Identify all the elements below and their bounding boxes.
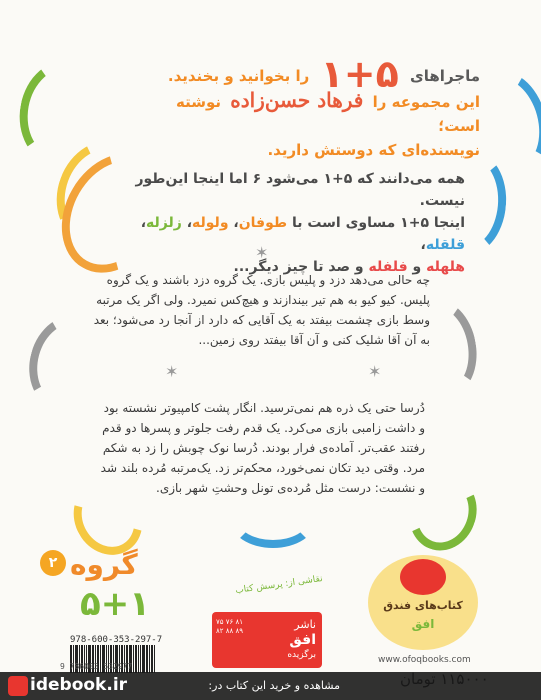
word-felfele: فلفله [368, 259, 408, 275]
star-icon: ✶ [255, 243, 269, 262]
series-badge: ۲ [40, 550, 66, 576]
publisher-name: افق [289, 632, 316, 648]
imprint-name: کتاب‌های فندق [383, 599, 463, 612]
publisher-label: ناشر [294, 618, 316, 631]
para2-sentence-2: اینجا ۵+۱ مساوی است با [291, 215, 465, 231]
paragraph-cops-robbers: چه حالی می‌دهد دزد و پلیس بازی. یک گروه دزد باشند و یک گروه پلیس. کیو کیو به هم تیر بیندازند و هیچ‌کس نمیرد. ولی اگر یک مرتبه وسط بازی چشمت بیفتد به یک آقایی که دارد از آنجا رد می‌شود؛ بعد به آن آقا شلیک کنی و آن آقا بیفتد روی زمین... [93, 273, 430, 347]
isbn-bottom: 9 786003 532977 [60, 662, 133, 671]
para2-and: و [412, 259, 422, 275]
word-ghelghele: قلقله [425, 237, 465, 253]
watermark-bar[interactable] [0, 662, 541, 700]
word-voloole: ولوله [192, 215, 229, 231]
series-number: ۵+۱ [80, 584, 150, 624]
watermark-text: مشاهده و خرید این کتاب در: [208, 679, 340, 692]
intro-line3: نویسنده‌ای که دوستش دارید. [267, 141, 480, 159]
publisher-digits: ۷۵ ۷۶ ۸۱ ۸۲ ۸۸ ۸۹ [216, 618, 244, 635]
publisher-badge [212, 612, 322, 668]
imprint-subname: افق [411, 617, 435, 631]
paragraph-dorsa: دُرسا حتی یک ذره هم نمی‌ترسید. انگار پشت کامپیوتر نشسته بود و داشت زامبی بازی می‌کرد. یک قدم رفت جلوتر و پسرها دو قدم رفتند عقب‌تر. آماده‌ی فرار بودند. دُرسا نوک چوبش را زد به شکم مرد. وقتی دید تکان نمی‌خورد، محکم‌تر زد. یک‌مرتبه مُرده بلند شد و نشست: درست مثل مُرده‌ی تونل وحشتِ شهر بازی. [100, 401, 425, 495]
watermark-brand: idebook.ir [30, 675, 128, 695]
word-zelzele: زلزله [146, 215, 182, 231]
star-icon: ✶ [368, 362, 382, 381]
word-toofan: طوفان [238, 215, 288, 231]
publisher-website: www.ofoqbooks.com [378, 655, 471, 665]
publisher-tagline: برگزیده [287, 650, 316, 660]
intro-line1-post: را بخوانید و بخندید. [167, 67, 310, 85]
illustrator-note: نقاشی از: پرسش کتاب [234, 573, 324, 597]
decor-swoosh-blue-bottom [230, 492, 316, 548]
watermark-logo-icon [8, 676, 28, 696]
intro-text [150, 52, 480, 162]
intro-line2-post: نوشته است؛ [175, 93, 480, 135]
intro-line1-pre: ماجراهای [410, 67, 480, 85]
word-helhele: هلهله [426, 259, 465, 275]
intro-number: ۵+۱ [320, 52, 399, 96]
star-icon: ✶ [165, 362, 179, 381]
paragraph-equation: همه می‌دانند که ۵+۱ می‌شود ۶ اما اینجا این‌طور نیست. اینجا ۵+۱ مساوی است با طوفان، ولوله، زلزله، قلقله، هلهله و فلفله و صد تا چیز دیگر... [135, 171, 465, 275]
para2-sentence-3: و صد تا چیز دیگر... [233, 259, 364, 275]
imprint-logo [368, 555, 478, 650]
author-signature: فرهاد حسن‌زاده [230, 88, 364, 112]
tomato-icon [400, 559, 446, 595]
intro-line2-pre: این مجموعه را [372, 93, 480, 111]
series-logo [40, 540, 190, 635]
para2-sentence-1: همه می‌دانند که ۵+۱ می‌شود ۶ اما اینجا این‌طور نیست. [135, 171, 465, 209]
isbn-text: 978-600-353-297-7 [70, 635, 163, 645]
series-title: گروه [70, 548, 138, 581]
